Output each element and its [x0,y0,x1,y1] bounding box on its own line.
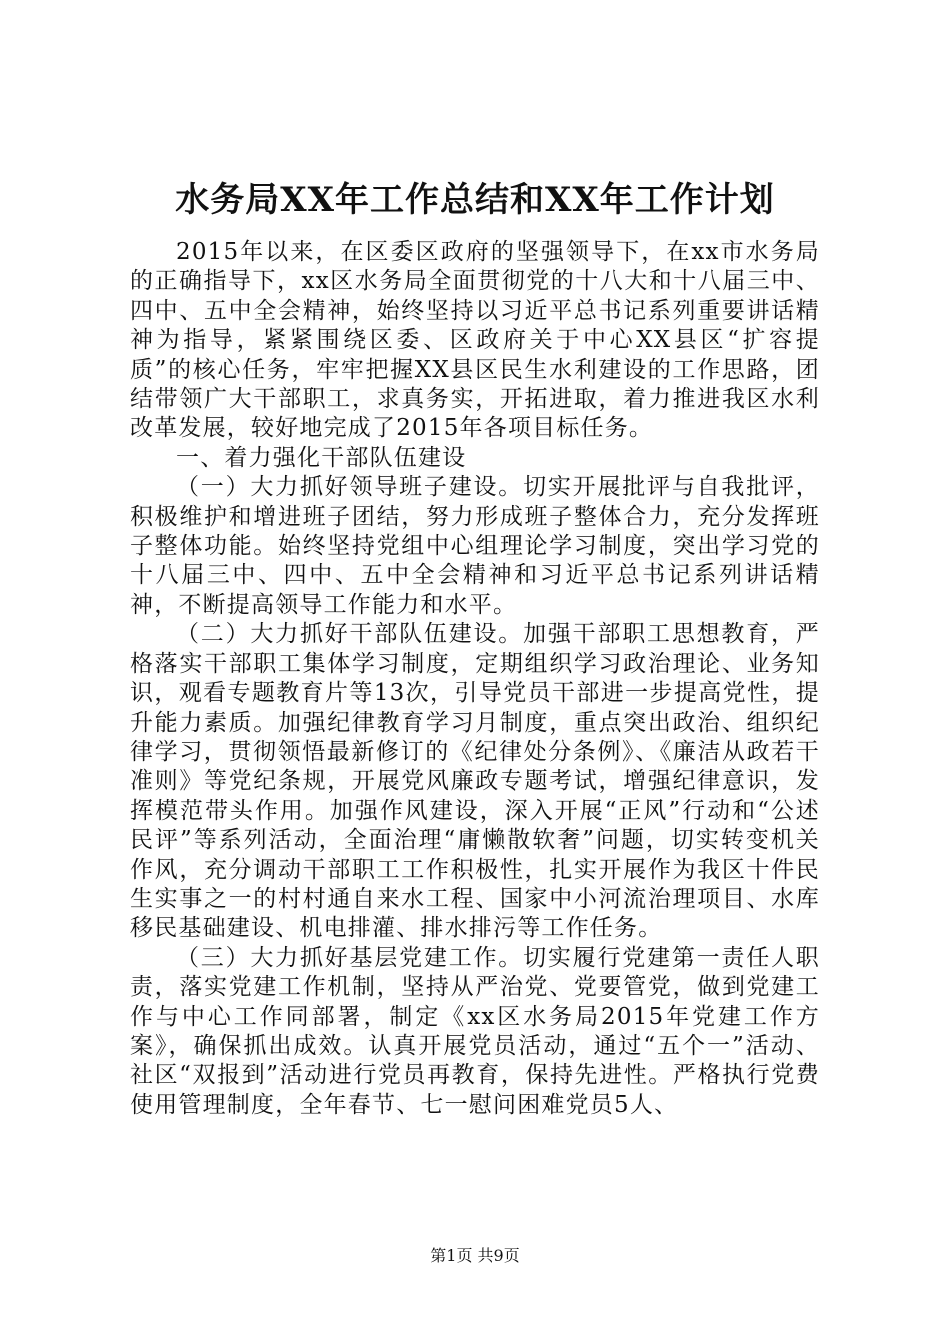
document-body [130,238,820,1120]
document-title: 水务局XX年工作总结和XX年工作计划 [175,180,775,220]
intro-paragraph: 2015年以来，在区委区政府的坚强领导下，在xx市水务局的正确指导下，xx区水务局全面贯彻党的十八大和十八届三中、四中、五中全会精神，始终坚持以习近平总书记系列重要讲话精神为指导，紧紧围绕区委、区政府关于中心XX县区“扩容提质”的核心任务，牢牢把握XX县区民生水利建设的工作思路，团结带领广大干部职工，求真务实，开拓进取，着力推进我区水利改革发展，较好地完成了2015年各项目标任务。 [130,239,820,442]
page-number-footer: 第1页 共9页 [430,1246,520,1265]
section-heading-1: 一、着力强化干部队伍建设 [176,444,467,471]
paragraph-leadership: （一）大力抓好领导班子建设。切实开展批评与自我批评，积极维护和增进班子团结，努力形成班子整体合力，充分发挥班子整体功能。始终坚持党组中心组理论学习制度，突出学习党的十八届三中、四中、五中全会精神和习近平总书记系列讲话精神，不断提高领导工作能力和水平。 [130,474,820,618]
paragraph-cadre-team: （二）大力抓好干部队伍建设。加强干部职工思想教育，严格落实干部职工集体学习制度，定期组织学习政治理论、业务知识，观看专题教育片等13次，引导党员干部进一步提高党性，提升能力素质。加强纪律教育学习月制度，重点突出政治、组织纪律学习，贯彻领悟最新修订的《纪律处分条例》、《廉洁从政若干准则》等党纪条规，开展党风廉政专题考试，增强纪律意识，发挥模范带头作用。加强作风建设，深入开展“正风”行动和“公述民评”等系列活动，全面治理“庸懒散软奢”问题，切实转变机关作风，充分调动干部职工工作积极性，扎实开展作为我区十件民生实事之一的村村通自来水工程、国家中小河流治理项目、水库移民基础建设、机电排灌、排水排污等工作任务。 [130,621,820,942]
paragraph-party-building: （三）大力抓好基层党建工作。切实履行党建第一责任人职责，落实党建工作机制，坚持从严治党、党要管党，做到党建工作与中心工作同部署，制定《xx区水务局2015年党建工作方案》，确保抓出成效。认真开展党员活动，通过“五个一”活动、社区“双报到”活动进行党员再教育，保持先进性。严格执行党费使用管理制度，全年春节、七一慰问困难党员5人、 [130,944,820,1118]
